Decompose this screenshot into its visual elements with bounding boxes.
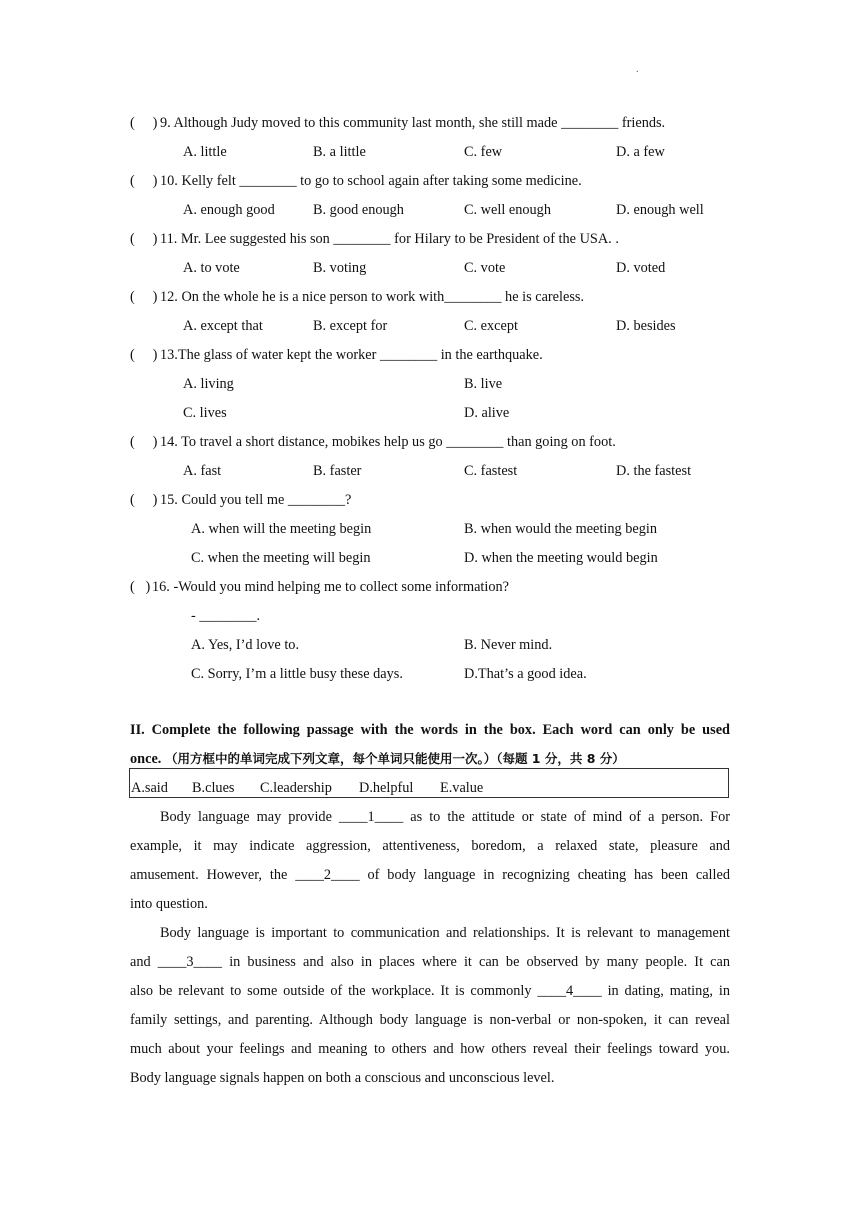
- answer-paren-close: ): [145, 579, 151, 595]
- word-box: [129, 768, 729, 798]
- section-2-instruction-chinese: （用方框中的单词完成下列文章，每个单词只能使用一次。）（每题 1 分，共 8 分）: [164, 751, 625, 766]
- word-option-e: E.value: [440, 780, 484, 796]
- passage-line: Body language may provide ____1____ as to the attitude or state of mind of a person. For: [160, 809, 730, 825]
- option-c: C. few: [464, 144, 503, 160]
- option-c: C. well enough: [464, 202, 551, 218]
- question-15: [130, 490, 750, 510]
- question-13-options-row2: [0, 403, 860, 423]
- passage-line: and ____3____ in business and also in places where it can be observed by many people. It can: [130, 954, 730, 970]
- answer-paren-open: (: [130, 231, 135, 247]
- option-b: B. faster: [313, 463, 362, 479]
- question-16-options-row1: [0, 635, 860, 655]
- question-text: 13.The glass of water kept the worker ________ in the earthquake.: [160, 347, 543, 363]
- word-option-d: D.helpful: [359, 780, 414, 796]
- option-a: A. little: [183, 144, 227, 160]
- option-b: B. good enough: [313, 202, 404, 218]
- option-d: D. the fastest: [616, 463, 692, 479]
- option-a: A. to vote: [183, 260, 240, 276]
- answer-paren-close: ): [152, 289, 158, 305]
- option-c: C. when the meeting will begin: [191, 550, 371, 566]
- answer-paren-open: (: [130, 492, 135, 508]
- option-b: B. when would the meeting begin: [464, 521, 657, 537]
- option-d: D. besides: [616, 318, 676, 334]
- response-blank: - ________.: [191, 608, 261, 624]
- word-option-c: C.leadership: [260, 780, 332, 796]
- question-text: 15. Could you tell me ________?: [160, 492, 352, 508]
- answer-paren-close: ): [152, 434, 158, 450]
- word-option-a: A.said: [131, 780, 168, 796]
- question-11-options: [0, 258, 860, 278]
- question-text: 10. Kelly felt ________ to go to school again after taking some medicine.: [160, 173, 582, 189]
- question-text: 12. On the whole he is a nice person to work with________ he is careless.: [160, 289, 585, 305]
- answer-paren-close: ): [152, 231, 158, 247]
- option-a: A. when will the meeting begin: [191, 521, 372, 537]
- question-text: 11. Mr. Lee suggested his son ________ for Hilary to be President of the USA. .: [160, 231, 619, 247]
- question-text: 16. -Would you mind helping me to collect some information?: [152, 579, 509, 595]
- option-b: B. voting: [313, 260, 367, 276]
- passage-paragraph-1: [130, 803, 730, 919]
- option-c: C. Sorry, I’m a little busy these days.: [191, 666, 403, 682]
- section-2-instruction-end: once.: [130, 751, 162, 767]
- section-2-instruction: II. Complete the following passage with the words in the box. Each word can only be used: [130, 722, 730, 738]
- question-16-response: [0, 606, 860, 626]
- passage-line: example, it may indicate aggression, attentiveness, boredom, a relaxed state, pleasure and: [130, 838, 730, 854]
- question-10: [130, 171, 750, 191]
- option-d: D. when the meeting would begin: [464, 550, 658, 566]
- question-text: 9. Although Judy moved to this community last month, she still made ________ friends.: [160, 115, 666, 131]
- option-d: D. a few: [616, 144, 665, 160]
- passage-line: much about your feelings and meaning to others and how others reveal their feelings toward you.: [130, 1041, 730, 1057]
- option-b: B. live: [464, 376, 503, 392]
- option-d: D. voted: [616, 260, 666, 276]
- answer-paren-open: (: [130, 173, 135, 189]
- answer-paren-open: (: [130, 434, 135, 450]
- question-11: [130, 229, 750, 249]
- question-13: [130, 345, 750, 365]
- option-b: B. Never mind.: [464, 637, 553, 653]
- option-a: A. except that: [183, 318, 263, 334]
- option-a: A. fast: [183, 463, 222, 479]
- answer-paren-close: ): [152, 115, 158, 131]
- question-16-options-row2: [0, 664, 860, 684]
- option-b: B. except for: [313, 318, 388, 334]
- passage-line: Body language signals happen on both a conscious and unconscious level.: [130, 1070, 555, 1086]
- question-12-options: [0, 316, 860, 336]
- passage-line: Body language is important to communication and relationships. It is relevant to management: [160, 925, 730, 941]
- answer-paren-close: ): [152, 173, 158, 189]
- word-option-b: B.clues: [192, 780, 235, 796]
- option-a: A. enough good: [183, 202, 275, 218]
- answer-paren-close: ): [152, 492, 158, 508]
- page-mark: .: [636, 64, 639, 75]
- passage-line: family settings, and parenting. Although body language is non-verbal or non-spoken, it can reveal: [130, 1012, 730, 1028]
- passage-line: into question.: [130, 896, 208, 912]
- answer-paren-open: (: [130, 347, 135, 363]
- answer-paren-close: ): [152, 347, 158, 363]
- section-2-heading: [130, 720, 730, 769]
- option-d: D.That’s a good idea.: [464, 666, 587, 682]
- question-14-options: [0, 461, 860, 481]
- option-c: C. fastest: [464, 463, 518, 479]
- option-d: D. enough well: [616, 202, 704, 218]
- question-15-options-row2: [0, 548, 860, 568]
- question-9: [130, 113, 750, 133]
- option-a: A. living: [183, 376, 234, 392]
- passage-line: amusement. However, the ____2____ of body language in recognizing cheating has been called: [130, 867, 730, 883]
- question-14: [130, 432, 750, 452]
- question-9-options: [0, 142, 860, 162]
- answer-paren-open: (: [130, 115, 135, 131]
- answer-paren-open: (: [130, 579, 135, 595]
- question-12: [130, 287, 750, 307]
- option-d: D. alive: [464, 405, 510, 421]
- option-b: B. a little: [313, 144, 366, 160]
- question-10-options: [0, 200, 860, 220]
- option-c: C. vote: [464, 260, 506, 276]
- passage-paragraph-2: [130, 919, 730, 1093]
- option-c: C. lives: [183, 405, 227, 421]
- question-16: [130, 577, 750, 597]
- passage-line: also be relevant to some outside of the workplace. It is commonly ____4____ in dating, mating, in: [130, 983, 730, 999]
- question-15-options-row1: [0, 519, 860, 539]
- question-13-options-row1: [0, 374, 860, 394]
- question-text: 14. To travel a short distance, mobikes help us go ________ than going on foot.: [160, 434, 616, 450]
- option-c: C. except: [464, 318, 518, 334]
- option-a: A. Yes, I’d love to.: [191, 637, 300, 653]
- answer-paren-open: (: [130, 289, 135, 305]
